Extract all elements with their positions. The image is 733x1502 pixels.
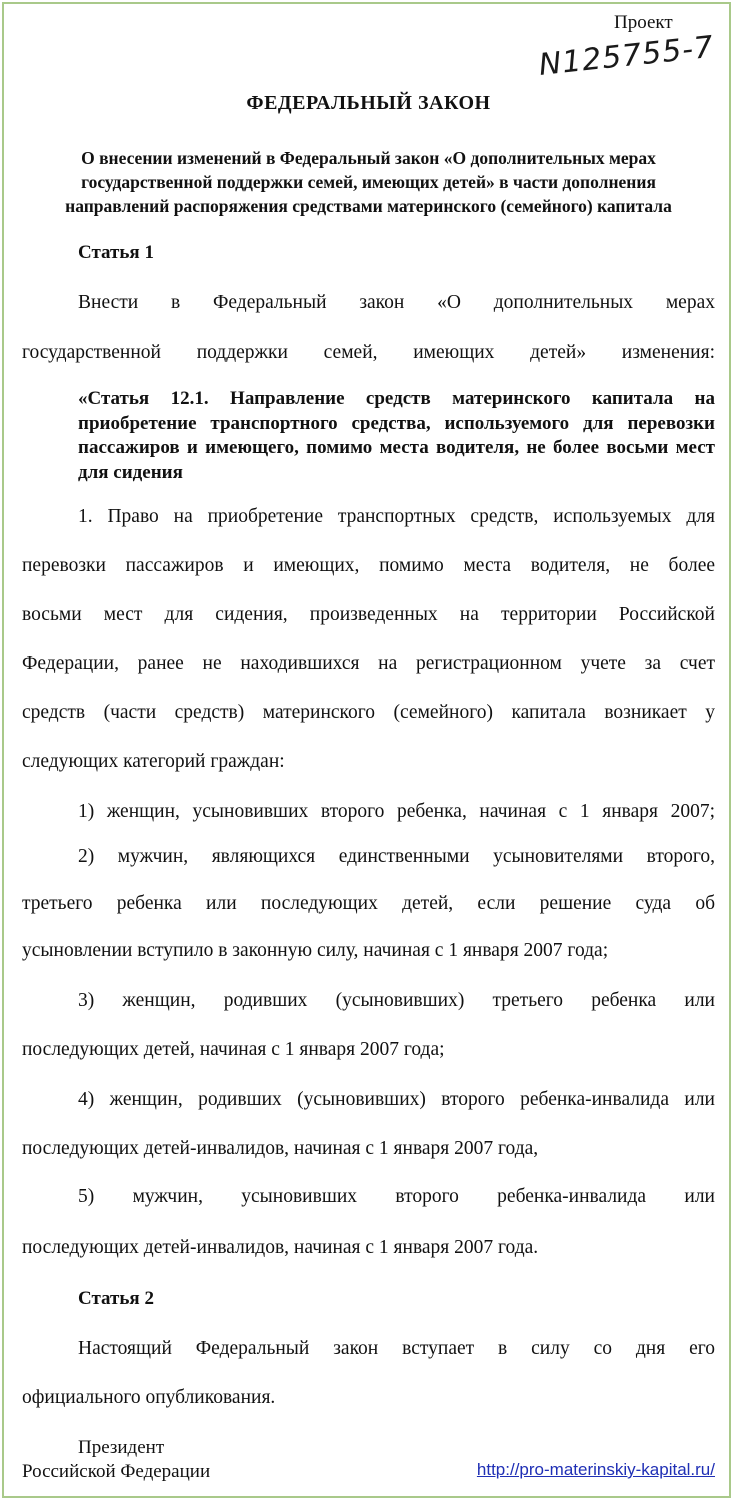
article-2-line: официального опубликования. xyxy=(22,1387,276,1408)
law-subtitle xyxy=(26,146,711,218)
paragraph-line: следующих категорий граждан: xyxy=(22,751,285,772)
article-1-intro-line: Внести в Федеральный закон «О дополнительных мерах xyxy=(78,292,715,313)
handwritten-bill-number: N125755-7 xyxy=(537,29,716,83)
list-item-2: 2) мужчин, являющихся единственными усыновителями второго, xyxy=(78,846,715,867)
article-1-heading: Статья 1 xyxy=(78,242,154,263)
list-item-4: 4) женщин, родивших (усыновивших) второго ребенка-инвалида или xyxy=(78,1089,715,1110)
new-article-title: «Статья 12.1. Направление средств материнского капитала на приобретение транспортного средства, используемого для перевозки пассажиров и имеющего, помимо места водителя, не более восьми мест для сидения xyxy=(78,388,715,483)
paragraph-line: восьми мест для сидения, произведенных на территории Российской xyxy=(22,604,715,625)
list-item-4: последующих детей-инвалидов, начиная с 1 января 2007 года, xyxy=(22,1138,539,1159)
paragraph-line: перевозки пассажиров и имеющих, помимо места водителя, не более xyxy=(22,555,715,576)
list-item-1: 1) женщин, усыновивших второго ребенка, начиная с 1 января 2007; xyxy=(78,801,715,822)
list-item-5: последующих детей-инвалидов, начиная с 1 января 2007 года. xyxy=(22,1237,539,1258)
paragraph-line: средств (части средств) материнского (семейного) капитала возникает у xyxy=(22,702,715,723)
article-1-intro-line: государственной поддержки семей, имеющих детей» изменения: xyxy=(22,342,715,363)
article-2-heading: Статья 2 xyxy=(78,1288,154,1309)
list-item-3: последующих детей, начиная с 1 января 2007 года; xyxy=(22,1039,445,1060)
list-item-2: третьего ребенка или последующих детей, если решение суда об xyxy=(22,893,715,914)
list-item-5: 5) мужчин, усыновивших второго ребенка-инвалида или xyxy=(78,1186,715,1207)
signature-title: Президент xyxy=(78,1437,165,1458)
subtitle-line: О внесении изменений в Федеральный закон «О дополнительных мерах xyxy=(81,148,656,168)
list-item-2: усыновлении вступило в законную силу, начиная с 1 января 2007 года; xyxy=(22,940,609,961)
source-link[interactable]: http://pro-materinskiy-kapital.ru/ xyxy=(476,1460,715,1479)
document-page xyxy=(2,2,731,1498)
signature-title: Российской Федерации xyxy=(22,1461,211,1482)
law-title: ФЕДЕРАЛЬНЫЙ ЗАКОН xyxy=(246,92,491,114)
paragraph-line: Федерации, ранее не находившихся на регистрационном учете за счет xyxy=(22,653,715,674)
subtitle-line: государственной поддержки семей, имеющих детей» в части дополнения xyxy=(81,172,656,192)
subtitle-line: направлений распоряжения средствами материнского (семейного) капитала xyxy=(65,196,672,216)
list-item-3: 3) женщин, родивших (усыновивших) третьего ребенка или xyxy=(78,990,715,1011)
paragraph-line: 1. Право на приобретение транспортных средств, используемых для xyxy=(78,506,715,527)
article-2-line: Настоящий Федеральный закон вступает в силу со дня его xyxy=(78,1338,715,1359)
draft-label: Проект xyxy=(614,12,673,33)
